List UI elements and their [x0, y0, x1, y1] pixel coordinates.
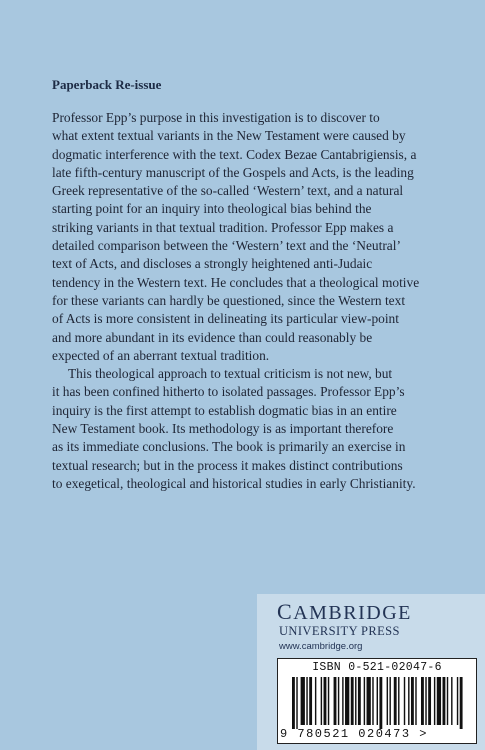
barcode-bar	[411, 677, 414, 725]
barcode-bar	[338, 677, 339, 725]
isbn-label: ISBN 0-521-02047-6	[312, 661, 442, 674]
publisher-name-rest: AMBRIDGE	[293, 602, 412, 624]
barcode-bar	[345, 677, 349, 725]
barcode-bar	[425, 677, 426, 725]
publisher-url: www.cambridge.org	[279, 641, 363, 652]
barcode-bar	[324, 677, 327, 725]
blurb-line: tendency in the Western text. He concludes that a theological motive	[52, 274, 420, 290]
barcode-bar	[342, 677, 343, 725]
barcode-bar	[334, 677, 337, 725]
publisher-name	[277, 599, 412, 624]
blurb-line: as its immediate conclusions. The book is primarily an exercise in	[52, 439, 406, 455]
barcode-bar	[434, 677, 435, 725]
barcode-bar	[408, 677, 409, 725]
barcode-bar	[377, 677, 378, 725]
barcode-bar	[404, 677, 405, 725]
barcode-bar	[437, 677, 441, 725]
blurb-line: expected of an aberrant textual tradition.	[52, 347, 270, 363]
blurb-line: detailed comparison between the ‘Western’ text and the ‘Neutral’	[52, 238, 401, 254]
barcode-bar	[379, 677, 382, 729]
barcode-bar	[367, 677, 371, 725]
barcode-bar	[428, 677, 431, 725]
barcode-bar	[355, 677, 356, 725]
barcode-bar	[398, 677, 399, 725]
barcode-bar	[457, 677, 458, 725]
blurb-line: of Acts is more consistent in delineating its particular view-point	[52, 311, 399, 327]
blurb-line: textual research; but in the process it makes distinct contributions	[52, 457, 403, 473]
barcode-bar	[394, 677, 397, 725]
blurb-line: it has been confined hitherto to isolated passages. Professor Epp’s	[52, 384, 405, 400]
barcode-bar	[296, 677, 297, 729]
barcode-bar	[328, 677, 329, 725]
blurb-line: text of Acts, and discloses a strongly heightened anti-Judaic	[52, 256, 373, 272]
barcode-bar	[364, 677, 365, 725]
reissue-heading: Paperback Re-issue	[52, 77, 162, 92]
barcode-bar	[292, 677, 295, 729]
blurb-line: what extent textual variants in the New Testament were caused by	[52, 128, 406, 144]
blurb-line: This theological approach to textual criticism is not new, but	[68, 366, 393, 382]
blurb-line: striking variants in that textual tradition. Professor Epp makes a	[52, 219, 394, 235]
ean-number: 9 780521 020473 >	[280, 727, 428, 741]
blurb-line: Professor Epp’s purpose in this investigation is to discover to	[52, 110, 380, 125]
barcode-bar	[372, 677, 373, 725]
barcode-bar	[387, 677, 388, 725]
blurb-paragraph-2	[52, 365, 442, 493]
barcode-bar	[443, 677, 446, 725]
barcode-bar	[306, 677, 307, 725]
blurb-text	[52, 109, 442, 493]
barcode-bar	[309, 677, 312, 725]
barcode-bar	[351, 677, 354, 725]
barcode-bar	[421, 677, 424, 725]
barcode-graphic	[292, 677, 464, 729]
blurb-line: and more abundant in its evidence than could reasonably be	[52, 329, 373, 345]
publisher-subtitle: UNIVERSITY PRESS	[279, 624, 400, 638]
publisher-panel	[257, 594, 485, 750]
blurb-line: to exegetical, theological and historical studies in early Christianity.	[52, 475, 416, 491]
barcode-bar	[315, 677, 316, 725]
barcode-bar	[389, 677, 390, 725]
barcode-panel	[277, 658, 477, 744]
blurb-line: Greek representative of the so-called ‘Western’ text, and a natural	[52, 183, 404, 199]
barcode-bar	[358, 677, 361, 725]
blurb-line: New Testament book. Its methodology is as important therefore	[52, 421, 394, 437]
barcode-bar	[460, 677, 463, 729]
blurb-paragraph-1	[52, 109, 442, 365]
blurb-line: late fifth-century manuscript of the Gospels and Acts, is the leading	[52, 164, 414, 180]
blurb-line: for these variants can hardly be questioned, since the Western text	[52, 292, 406, 308]
barcode-bar	[321, 677, 322, 725]
publisher-name-initial: C	[277, 599, 294, 624]
barcode-bar	[301, 677, 305, 725]
blurb-line: dogmatic interference with the text. Codex Bezae Cantabrigiensis, a	[52, 146, 417, 162]
barcode-bar	[451, 677, 452, 725]
barcode-bar	[415, 677, 416, 725]
barcode-bar	[447, 677, 448, 725]
blurb-line: inquiry is the first attempt to establish dogmatic bias in an entire	[52, 402, 397, 418]
blurb-line: starting point for an inquiry into theological bias behind the	[52, 201, 372, 217]
